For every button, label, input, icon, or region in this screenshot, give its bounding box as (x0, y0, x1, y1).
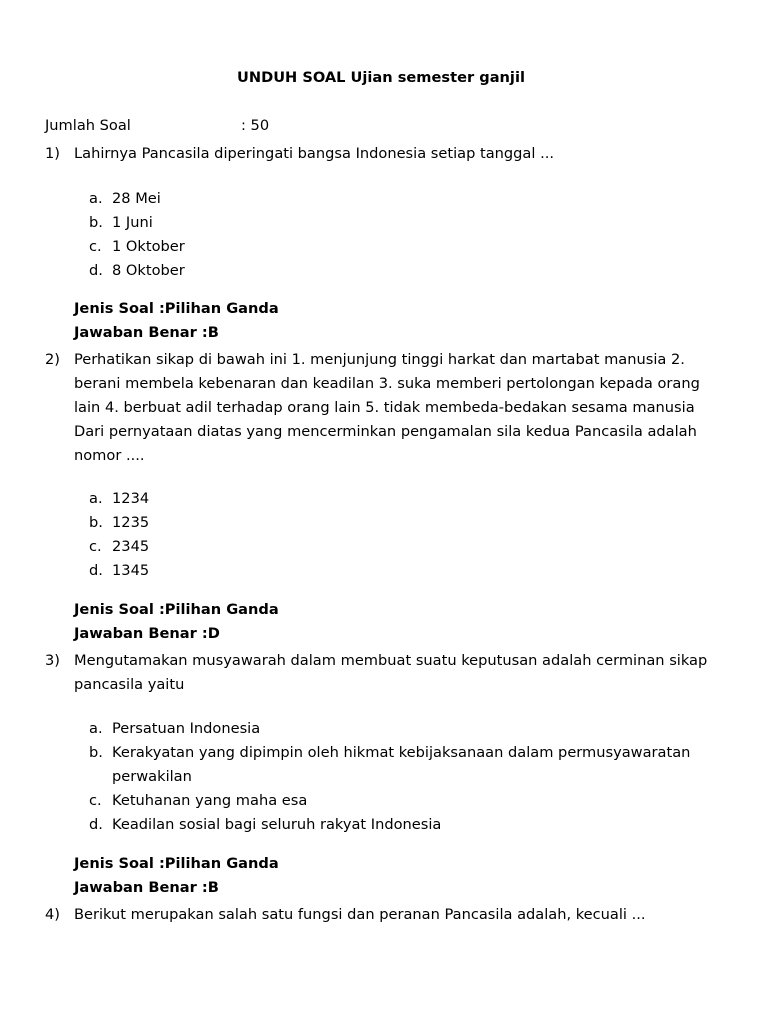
question-text: Berikut merupakan salah satu fungsi dan peranan Pancasila adalah, kecuali ... (74, 906, 646, 923)
option-text: Keadilan sosial bagi seluruh rakyat Indonesia (112, 816, 442, 833)
correct-answer: Jawaban Benar :D (74, 625, 220, 642)
option-list (0, 187, 722, 283)
question-type: Jenis Soal :Pilihan Ganda (74, 601, 279, 618)
option-text: Persatuan Indonesia (112, 720, 261, 737)
option-a (0, 487, 722, 511)
option-text: 1235 (112, 514, 150, 531)
question-number: 3) (45, 652, 60, 669)
option-text: 8 Oktober (112, 262, 185, 279)
question-text: Mengutamakan musyawarah dalam membuat suatu keputusan adalah cerminan sikap pancasila yaitu (74, 652, 708, 693)
option-b (0, 211, 722, 235)
option-d (0, 259, 722, 283)
question-count-value: : 50 (241, 117, 270, 134)
option-letter: c. (89, 538, 102, 555)
correct-answer: Jawaban Benar :B (74, 879, 219, 896)
option-text: 2345 (112, 538, 150, 555)
option-text: 1 Juni (112, 214, 153, 231)
option-letter: b. (89, 744, 103, 761)
correct-answer: Jawaban Benar :B (74, 324, 219, 341)
option-letter: a. (89, 190, 103, 207)
option-b (0, 511, 722, 535)
option-text: 1 Oktober (112, 238, 185, 255)
question-number: 4) (45, 906, 60, 923)
option-list (0, 487, 722, 583)
option-text: Kerakyatan yang dipimpin oleh hikmat kebijaksanaan dalam permusyawaratan perwakilan (112, 744, 691, 785)
option-text: Ketuhanan yang maha esa (112, 792, 308, 809)
option-d (0, 559, 722, 583)
option-a (0, 717, 722, 741)
option-letter: a. (89, 720, 103, 737)
option-letter: d. (89, 562, 103, 579)
option-letter: d. (89, 816, 103, 833)
question-count-label: Jumlah Soal (45, 117, 131, 134)
option-letter: a. (89, 490, 103, 507)
question-text: Perhatikan sikap di bawah ini 1. menjunjung tinggi harkat dan martabat manusia 2. berani membela kebenaran dan keadilan 3. suka memberi pertolongan kepada orang lain 4. berbuat adil terhadap orang lain 5. tidak membeda-bedakan sesama manusia Dari pernyataan diatas yang mencerminkan pengamalan sila kedua Pancasila adalah nomor .... (74, 351, 700, 464)
question-count (45, 115, 270, 137)
option-c (0, 235, 722, 259)
option-letter: d. (89, 262, 103, 279)
option-list (0, 717, 722, 837)
question-text: Lahirnya Pancasila diperingati bangsa Indonesia setiap tanggal ... (74, 145, 554, 162)
option-letter: c. (89, 238, 102, 255)
option-letter: b. (89, 514, 103, 531)
option-c (0, 789, 722, 813)
option-letter: c. (89, 792, 102, 809)
question-number: 2) (45, 351, 60, 368)
option-b (0, 741, 722, 789)
question-number: 1) (45, 145, 60, 162)
document-title: UNDUH SOAL Ujian semester ganjil (237, 69, 525, 86)
option-text: 1345 (112, 562, 150, 579)
option-letter: b. (89, 214, 103, 231)
option-d (0, 813, 722, 837)
question-type: Jenis Soal :Pilihan Ganda (74, 300, 279, 317)
option-text: 1234 (112, 490, 150, 507)
option-a (0, 187, 722, 211)
option-text: 28 Mei (112, 190, 161, 207)
option-c (0, 535, 722, 559)
question-type: Jenis Soal :Pilihan Ganda (74, 855, 279, 872)
